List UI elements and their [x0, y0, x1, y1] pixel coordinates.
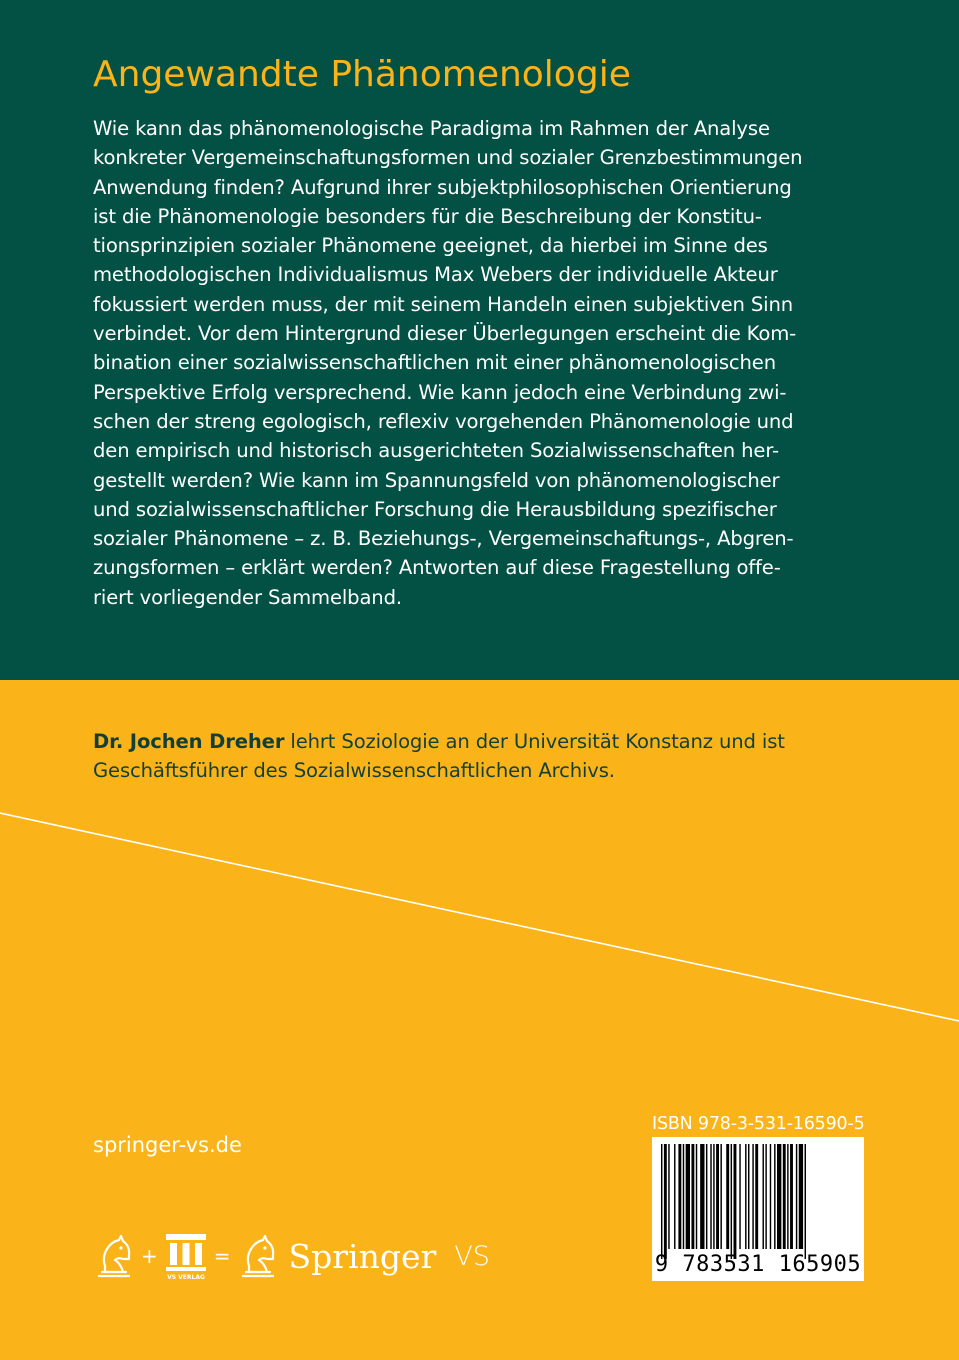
springer-wordmark: Springer [288, 1236, 437, 1276]
barcode-bar [691, 1144, 694, 1249]
blurb-line: konkreter Vergemeinschaftungsformen und sozialer Grenzbestimmungen [93, 146, 803, 170]
blurb-line: tionsprinzipien sozialer Phänomene geeignet, da hierbei im Sinne des [93, 234, 768, 258]
chess-knight-logo-icon [93, 1233, 135, 1279]
book-title: Angewandte Phänomenologie [93, 54, 631, 95]
blurb-line: den empirisch und historisch ausgerichteten Sozialwissenschaften her- [93, 439, 779, 463]
book-blurb [93, 114, 873, 612]
blurb-line: Perspektive Erfolg versprechend. Wie kann jedoch eine Verbindung zwi- [93, 380, 787, 404]
author-bio-line-2: Geschäftsführer des Sozialwissenschaftlichen Archivs. [93, 759, 615, 783]
blurb-line: sozialer Phänomene – z. B. Beziehungs-, Vergemeinschaftungs-, Abgren- [93, 527, 794, 551]
barcode-bar [790, 1144, 793, 1249]
barcode-bar [796, 1144, 797, 1249]
barcode-bar [774, 1144, 775, 1249]
chess-knight-logo-icon [237, 1233, 279, 1279]
barcode-bar [745, 1144, 746, 1249]
barcode-bar [696, 1144, 697, 1249]
blurb-line: schen der streng egologisch, reflexiv vorgehenden Phänomenologie und [93, 409, 794, 433]
barcode-bar [739, 1144, 740, 1249]
barcode-bar [799, 1144, 803, 1249]
publisher-logos [93, 1232, 490, 1280]
barcode-bar [668, 1144, 669, 1249]
barcode-digits: 9 783531 165905 [654, 1252, 862, 1277]
blurb-line: zungsformen – erklärt werden? Antworten auf diese Fragestellung offe- [93, 556, 781, 580]
author-bio-text-1: lehrt Soziologie an der Universität Konstanz und ist [284, 730, 785, 753]
plus-sign: + [141, 1244, 158, 1268]
barcode [652, 1137, 864, 1281]
barcode-bar [661, 1144, 662, 1259]
blurb-line: bination einer sozialwissenschaftlichen mit einer phänomenologischen [93, 351, 776, 375]
barcode-bar [683, 1144, 684, 1249]
equals-sign: = [213, 1244, 231, 1268]
author-name: Dr. Jochen Dreher [93, 730, 285, 753]
isbn-label: ISBN 978-3-531-16590-5 [652, 1114, 865, 1134]
blurb-line: und sozialwissenschaftlicher Forschung die Herausbildung spezifischer [93, 497, 777, 521]
vs-wordmark: VS [454, 1240, 490, 1272]
barcode-bar [716, 1144, 719, 1249]
vs-verlag-columns-logo-icon [164, 1232, 208, 1280]
barcode-bar [755, 1144, 758, 1249]
barcode-bar [777, 1144, 781, 1249]
barcode-bar [765, 1144, 766, 1249]
barcode-bar [710, 1144, 711, 1249]
barcode-bar [748, 1144, 749, 1249]
author-bio [93, 727, 893, 786]
barcode-bar [734, 1144, 737, 1259]
barcode-bar [763, 1144, 764, 1249]
barcode-bar [720, 1144, 721, 1249]
barcode-bar [678, 1144, 681, 1249]
barcode-bar [713, 1144, 714, 1249]
vs-verlag-logo-text: VS VERLAG [166, 1274, 205, 1280]
barcode-bar [686, 1144, 690, 1249]
blurb-line: methodologischen Individualismus Max Webers der individuelle Akteur [93, 263, 778, 287]
website-link[interactable]: springer-vs.de [93, 1133, 242, 1157]
barcode-bar [700, 1144, 704, 1249]
barcode-bar [787, 1144, 788, 1249]
blurb-line: gestellt werden? Wie kann im Spannungsfeld von phänomenologischer [93, 468, 780, 492]
barcode-bar [664, 1144, 667, 1259]
barcode-bar [783, 1144, 786, 1249]
blurb-line: riert vorliegender Sammelband. [93, 585, 402, 609]
barcode-bar [706, 1144, 707, 1249]
blurb-line: ist die Phänomenologie besonders für die Beschreibung der Konstitu- [93, 204, 762, 228]
author-bio-line-1 [93, 727, 893, 756]
barcode-bar [752, 1144, 753, 1249]
blurb-line: verbindet. Vor dem Hintergrund dieser Überlegungen erscheint die Kom- [93, 322, 797, 346]
blurb-line: Anwendung finden? Aufgrund ihrer subjektphilosophischen Orientierung [93, 175, 792, 199]
barcode-bar [731, 1144, 732, 1259]
blurb-line: Wie kann das phänomenologische Paradigma im Rahmen der Analyse [93, 117, 770, 140]
blurb-line: fokussiert werden muss, der mit seinem Handeln einen subjektiven Sinn [93, 292, 794, 316]
barcode-bar [674, 1144, 675, 1249]
barcode-bar [726, 1144, 729, 1249]
barcode-bar [805, 1144, 806, 1259]
barcode-bar [770, 1144, 771, 1249]
